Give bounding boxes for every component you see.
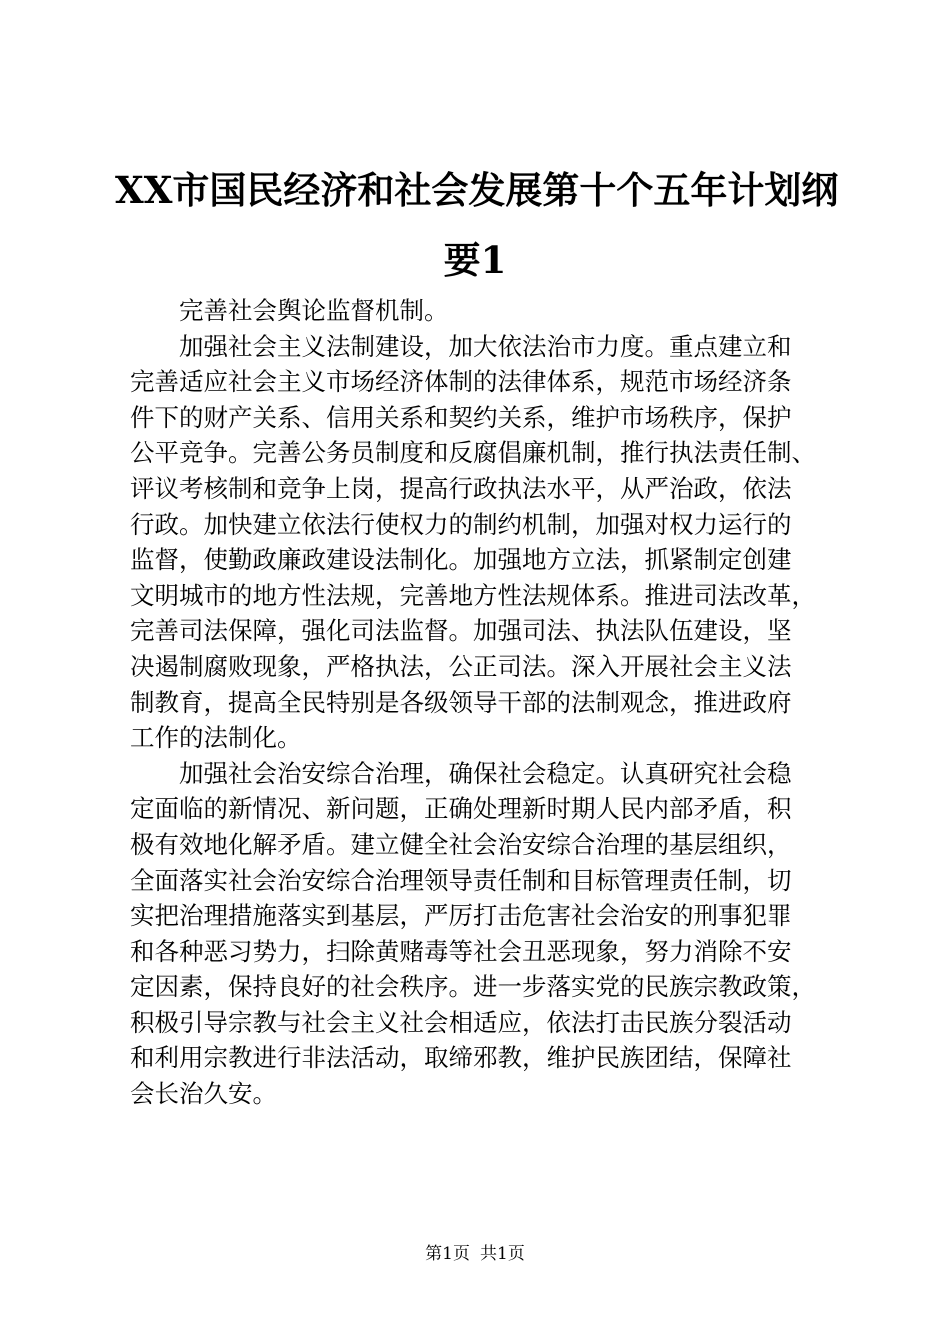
text-line: 定因素，保持良好的社会秩序。进一步落实党的民族宗教政策， [130, 972, 816, 1002]
text-line: 文明城市的地方性法规，完善地方性法规体系。推进司法改革， [130, 580, 816, 610]
text-line: 和利用宗教进行非法活动，取缔邪教，维护民族团结，保障社 [130, 1043, 792, 1073]
text-line: 实把治理措施落实到基层，严厉打击危害社会治安的刑事犯罪 [130, 901, 792, 931]
text-line: 和各种恶习势力，扫除黄赌毒等社会丑恶现象，努力消除不安 [130, 936, 792, 966]
title-line: 要1 [443, 238, 507, 282]
text-line: 完善适应社会主义市场经济体制的法律体系，规范市场经济条 [130, 367, 792, 397]
paragraph-2 [130, 329, 830, 756]
text-line: 评议考核制和竞争上岗，提高行政执法水平，从严治政，依法 [130, 473, 792, 503]
text-line: 件下的财产关系、信用关系和契约关系，维护市场秩序，保护 [130, 402, 792, 432]
text-line: 制教育，提高全民特别是各级领导干部的法制观念，推进政府 [130, 687, 792, 717]
document-title [115, 155, 839, 295]
text-line: 全面落实社会治安综合治理领导责任制和目标管理责任制，切 [130, 865, 792, 895]
text-line: 定面临的新情况、新问题，正确处理新时期人民内部矛盾，积 [130, 794, 792, 824]
text-line: 工作的法制化。 [130, 723, 302, 753]
text-line: 加强社会治安综合治理，确保社会稳定。认真研究社会稳 [179, 758, 792, 788]
text-line: 完善司法保障，强化司法监督。加强司法、执法队伍建设，坚 [130, 616, 792, 646]
title-line: XX市国民经济和社会发展第十个五年计划纲 [115, 168, 839, 212]
text-line: 公平竞争。完善公务员制度和反腐倡廉机制，推行执法责任制、 [130, 438, 816, 468]
document-body [130, 293, 830, 1112]
paragraph-3 [130, 756, 830, 1112]
text-line: 积极引导宗教与社会主义社会相适应，依法打击民族分裂活动 [130, 1007, 792, 1037]
page-total: 共1页 [480, 1244, 525, 1264]
text-line: 会长治久安。 [130, 1079, 277, 1109]
text-line: 加强社会主义法制建设，加大依法治市力度。重点建立和 [179, 331, 792, 361]
page-footer [0, 1243, 950, 1265]
text-line: 决遏制腐败现象，严格执法，公正司法。深入开展社会主义法 [130, 651, 792, 681]
text-line: 完善社会舆论监督机制。 [179, 296, 449, 325]
text-line: 监督，使勤政廉政建设法制化。加强地方立法，抓紧制定创建 [130, 545, 792, 575]
page-number: 第1页 [425, 1244, 470, 1264]
paragraph-1 [130, 293, 830, 329]
text-line: 极有效地化解矛盾。建立健全社会治安综合治理的基层组织， [130, 829, 792, 859]
text-line: 行政。加快建立依法行使权力的制约机制，加强对权力运行的 [130, 509, 792, 539]
